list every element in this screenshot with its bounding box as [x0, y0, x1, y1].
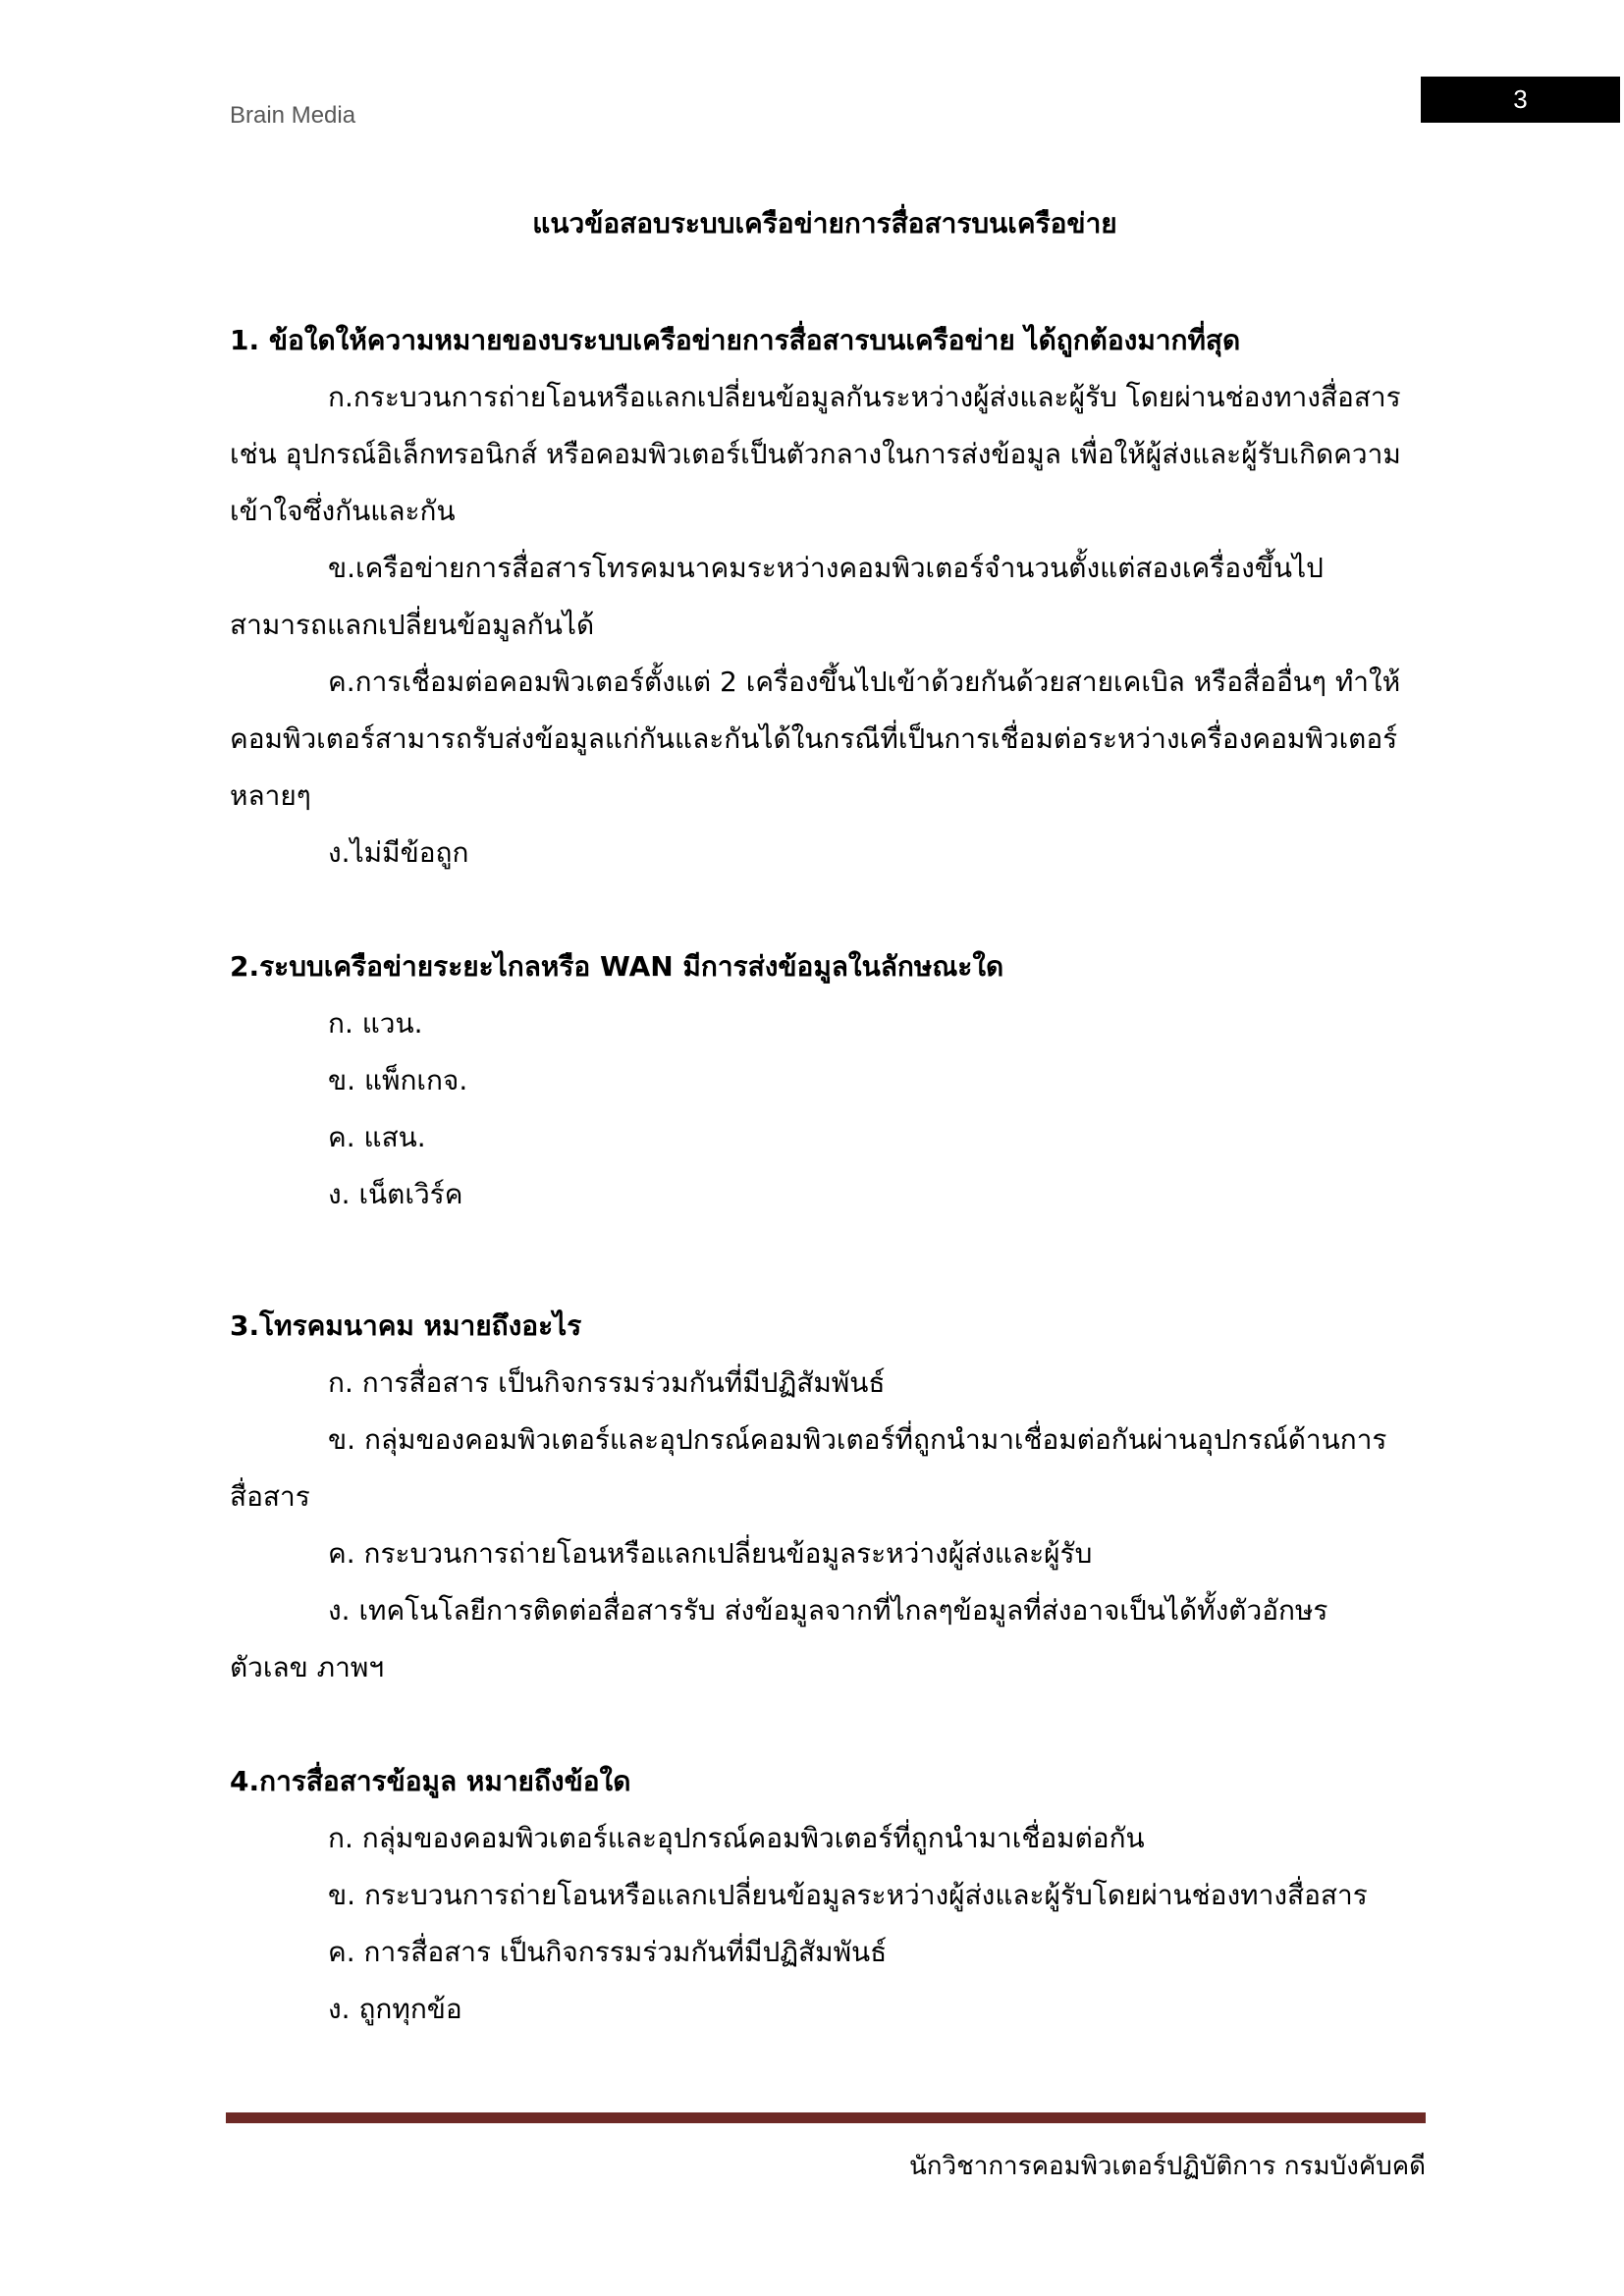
question-list — [230, 312, 1408, 2038]
question-1-text: 1. ข้อใดให้ความหมายของบระบบเครือข่ายการสื่อสารบนเครือข่าย ได้ถูกต้องมากที่สุด — [230, 324, 1241, 356]
question-1-option-c: ค.การเชื่อมต่อคอมพิวเตอร์ตั้งแต่ 2 เครื่องขึ้นไปเข้าด้วยกันด้วยสายเคเบิล หรือสื่ออื่นๆ ทำให้คอมพิวเตอร์สามารถรับส่งข้อมูลแก่กันและกันได้ในกรณีที่เป็นการเชื่อมต่อระหว่างเครื่องคอมพิวเตอร์หลายๆ — [230, 666, 1401, 812]
question-4-option-b: ข. กระบวนการถ่ายโอนหรือแลกเปลี่ยนข้อมูลระหว่างผู้ส่งและผู้รับโดยผ่านช่องทางสื่อสาร — [328, 1879, 1368, 1911]
spacer — [230, 1223, 1408, 1298]
question-4-option-d: ง. ถูกทุกข้อ — [328, 1993, 462, 2025]
question-2-option-d: ง. เน็ตเวิร์ค — [328, 1178, 463, 1210]
footer-divider — [226, 2112, 1426, 2123]
question-2-option-a: ก. แวน. — [328, 1007, 423, 1040]
question-4-option-a: ก. กลุ่มของคอมพิวเตอร์และอุปกรณ์คอมพิวเตอร์ที่ถูกนำมาเชื่อมต่อกัน — [328, 1822, 1145, 1854]
question-3-option-a: ก. การสื่อสาร เป็นกิจกรรมร่วมกันที่มีปฏิสัมพันธ์ — [328, 1366, 886, 1399]
page-number: 3 — [1421, 77, 1620, 123]
question-1 — [230, 312, 1408, 881]
question-4 — [230, 1753, 1408, 2038]
question-3-option-b: ข. กลุ่มของคอมพิวเตอร์และอุปกรณ์คอมพิวเตอร์ที่ถูกนำมาเชื่อมต่อกันผ่านอุปกรณ์ด้านการสื่อสาร — [230, 1423, 1387, 1513]
question-4-text: 4.การสื่อสารข้อมูล หมายถึงข้อใด — [230, 1765, 631, 1797]
footer-text: นักวิชาการคอมพิวเตอร์ปฏิบัติการ กรมบังคับคดี — [908, 2152, 1426, 2181]
spacer — [230, 1696, 1408, 1753]
question-2 — [230, 938, 1408, 1223]
question-2-text: 2.ระบบเครือข่ายระยะไกลหรือ WAN มีการส่งข้อมูลในลักษณะใด — [230, 950, 1004, 983]
question-4-option-c: ค. การสื่อสาร เป็นกิจกรรมร่วมกันที่มีปฏิสัมพันธ์ — [328, 1936, 888, 1968]
spacer — [230, 881, 1408, 938]
question-2-option-c: ค. แสน. — [328, 1121, 426, 1153]
question-2-option-b: ข. แพ็กเกจ. — [328, 1064, 468, 1096]
question-3-option-d: ง. เทคโนโลยีการติดต่อสื่อสารรับ ส่งข้อมูลจากที่ไกลๆข้อมูลที่ส่งอาจเป็นได้ทั้งตัวอักษร ตัวเลข ภาพฯ — [230, 1594, 1328, 1683]
page-title: แนวข้อสอบระบบเครือข่ายการสื่อสารบนเครือข่าย — [532, 207, 1117, 240]
question-3-option-c: ค. กระบวนการถ่ายโอนหรือแลกเปลี่ยนข้อมูลระหว่างผู้ส่งและผู้รับ — [328, 1537, 1093, 1570]
question-3 — [230, 1298, 1408, 1696]
question-1-option-b: ข.เครือข่ายการสื่อสารโทรคมนาคมระหว่างคอมพิวเตอร์จำนวนตั้งแต่สองเครื่องขึ้นไปสามารถแลกเปลี่ยนข้อมูลกันได้ — [230, 552, 1324, 641]
question-3-text: 3.โทรคมนาคม หมายถึงอะไร — [230, 1309, 582, 1342]
question-1-option-a: ก.กระบวนการถ่ายโอนหรือแลกเปลี่ยนข้อมูลกันระหว่างผู้ส่งและผู้รับ โดยผ่านช่องทางสื่อสาร เช่น อุปกรณ์อิเล็กทรอนิกส์ หรือคอมพิวเตอร์เป็นตัวกลางในการส่งข้อมูล เพื่อให้ผู้ส่งและผู้รับเกิดความเข้าใจซึ่งกันและกัน — [230, 381, 1401, 527]
header-brand: Brain Media — [230, 102, 356, 129]
question-1-option-d: ง.ไม่มีข้อถูก — [328, 836, 469, 869]
